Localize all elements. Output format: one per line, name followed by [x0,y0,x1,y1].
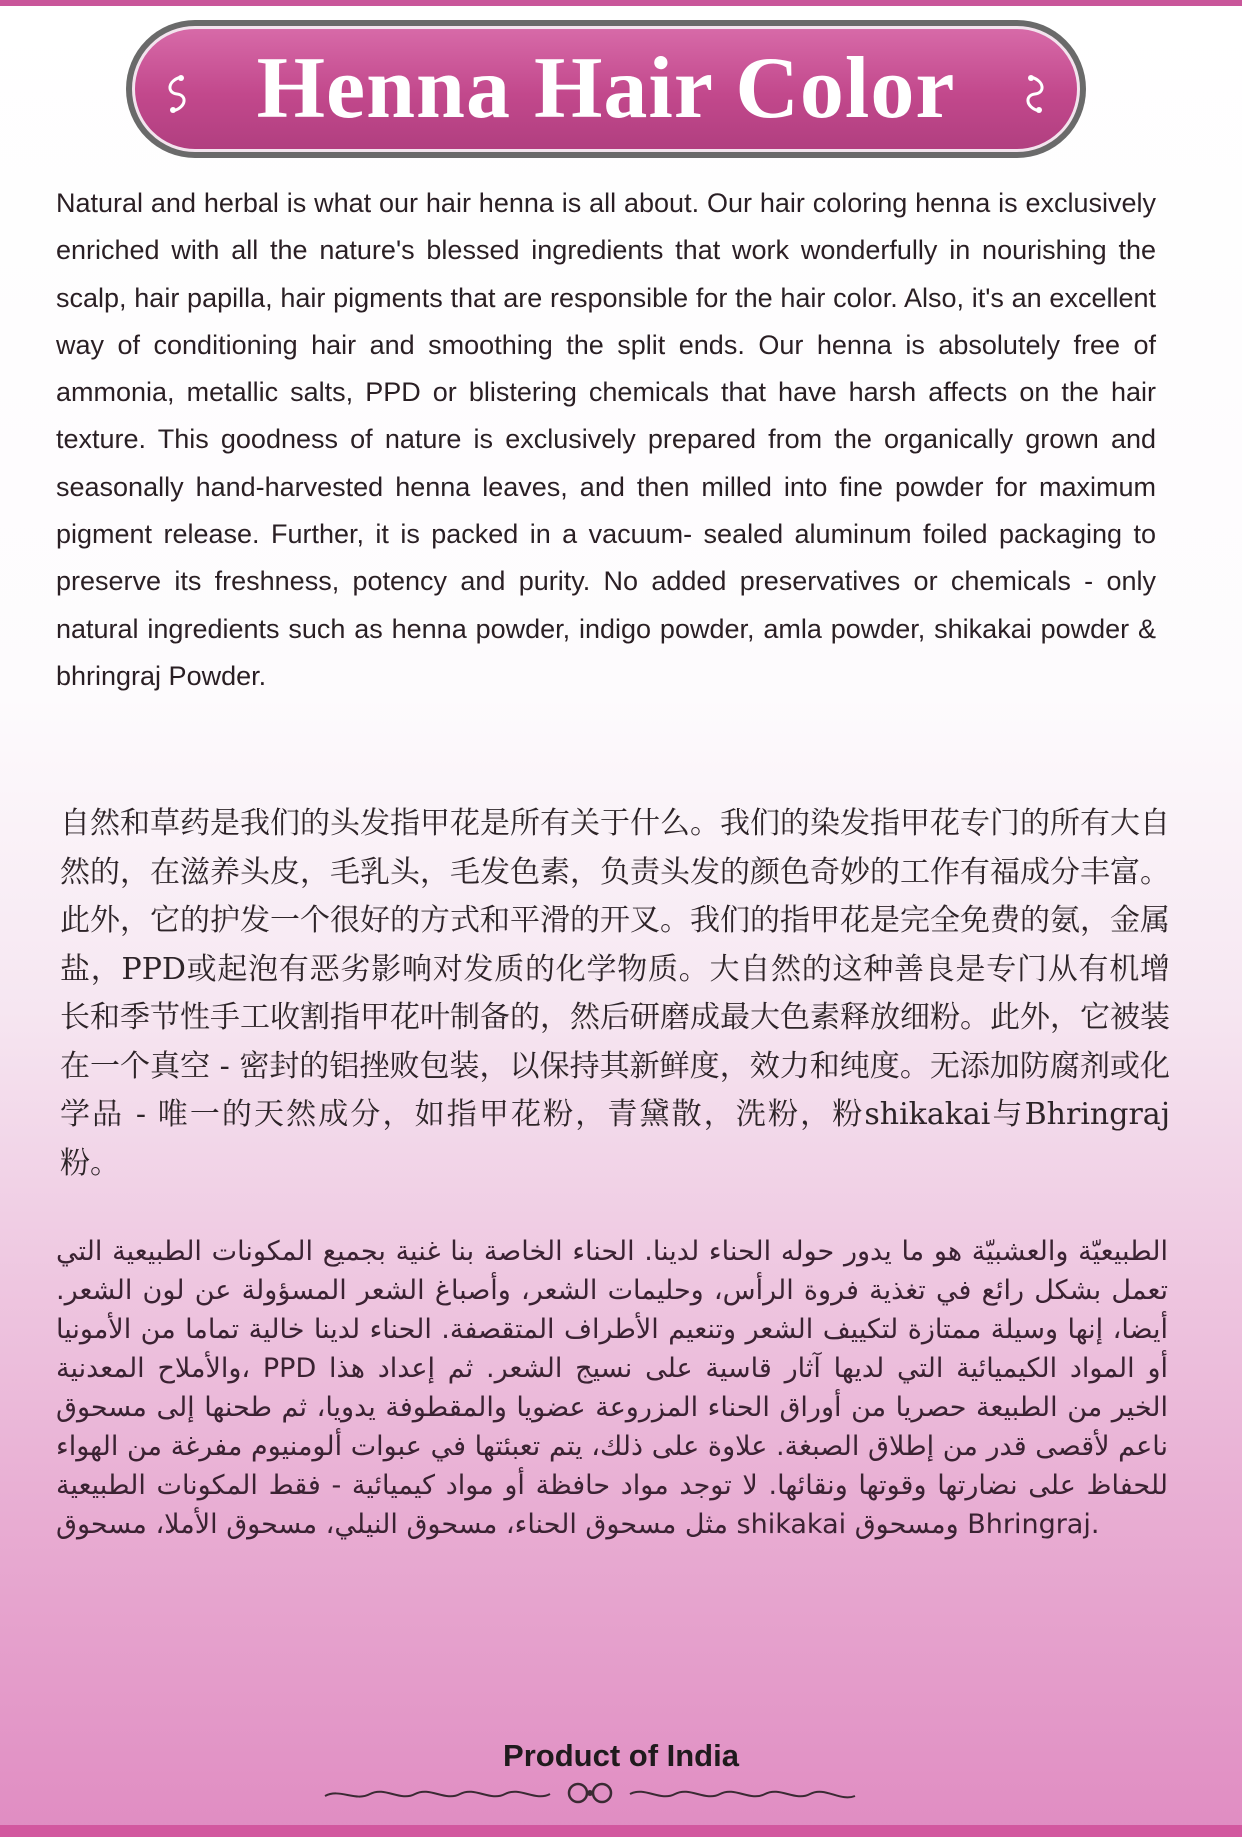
bottom-edge-stripe [0,1825,1242,1837]
page-title: Henna Hair Color [256,40,956,137]
right-flourish-icon [1019,73,1049,115]
chinese-description: 自然和草药是我们的头发指甲花是所有关于什么。我们的染发指甲花专门的所有大自然的，在滋养头皮，毛乳头，毛发色素，负责头发的颜色奇妙的工作有福成分丰富。此外，它的护发一个很好的方式和平滑的开叉。我们的指甲花是完全免费的氨，金属盐，PPD或起泡有恶劣影响对发质的化学物质。大自然的这种善良是专门从有机增长和季节性手工收割指甲花叶制备的，然后研磨成最大色素释放细粉。此外，它被装在一个真空 - 密封的铝挫败包装，以保持其新鲜度，效力和纯度。无添加防腐剂或化学品 - 唯一的天然成分，如指甲花粉，青黛散，洗粉，粉shikakai与Bhringraj粉。 [60,806,1170,1181]
footer-ornament-icon [320,1780,860,1806]
left-flourish-icon [163,73,193,115]
product-origin-label: Product of India [503,1738,739,1773]
title-banner [126,20,1086,158]
english-description: Natural and herbal is what our hair henna is all about. Our hair coloring henna is exclusively enriched with all the nature's blessed ingredients that work wonderfully in nourishing the scalp, hair papilla, hair pigments that are responsible for the hair color. Also, it's an excellent way of conditioning hair and smoothing the split ends. Our henna is absolutely free of ammonia, metallic salts, PPD or blistering chemicals that have harsh affects on the hair texture. This goodness of nature is exclusively prepared from the organically grown and seasonally hand-harvested henna leaves, and then milled into fine powder for maximum pigment release. Further, it is packed in a vacuum- sealed aluminum foiled packaging to preserve its freshness, potency and purity. No added preservatives or chemicals - only natural ingredients such as henna powder, indigo powder, amla powder, shikakai powder & bhringraj Powder. [56,188,1156,691]
arabic-description: الطبيعيّة والعشبيّة هو ما يدور حوله الحناء لدينا. الحناء الخاصة بنا غنية بجميع المكونات الطبيعية التي تعمل بشكل رائع في تغذية فروة الرأس، وحليمات الشعر، وأصباغ الشعر المسؤولة عن لون الشعر. أيضا، إنها وسيلة ممتازة لتكييف الشعر وتنعيم الأطراف المتقصفة. الحناء لدينا خالية تماما من الأمونيا والأملاح المعدنية، PPD أو المواد الكيميائية التي لديها آثار قاسية على نسيج الشعر. ثم إعداد هذا الخير من الطبيعة حصريا من أوراق الحناء المزروعة عضويا والمقطوفة يدويا، ثم طحنها إلى مسحوق ناعم لأقصى قدر من إطلاق الصبغة. علاوة على ذلك، يتم تعبئتها في عبوات ألومنيوم مفرغة من الهواء للحفاظ على نضارتها وقوتها ونقائها. لا توجد مواد حافظة أو مواد كيميائية - فقط المكونات الطبيعية مثل مسحوق الحناء، مسحوق النيلي، مسحوق الأملا، مسحوق shikakai ومسحوق Bhringraj. [56,1236,1168,1540]
top-edge-stripe [0,0,1242,6]
title-banner-inner [132,26,1080,152]
